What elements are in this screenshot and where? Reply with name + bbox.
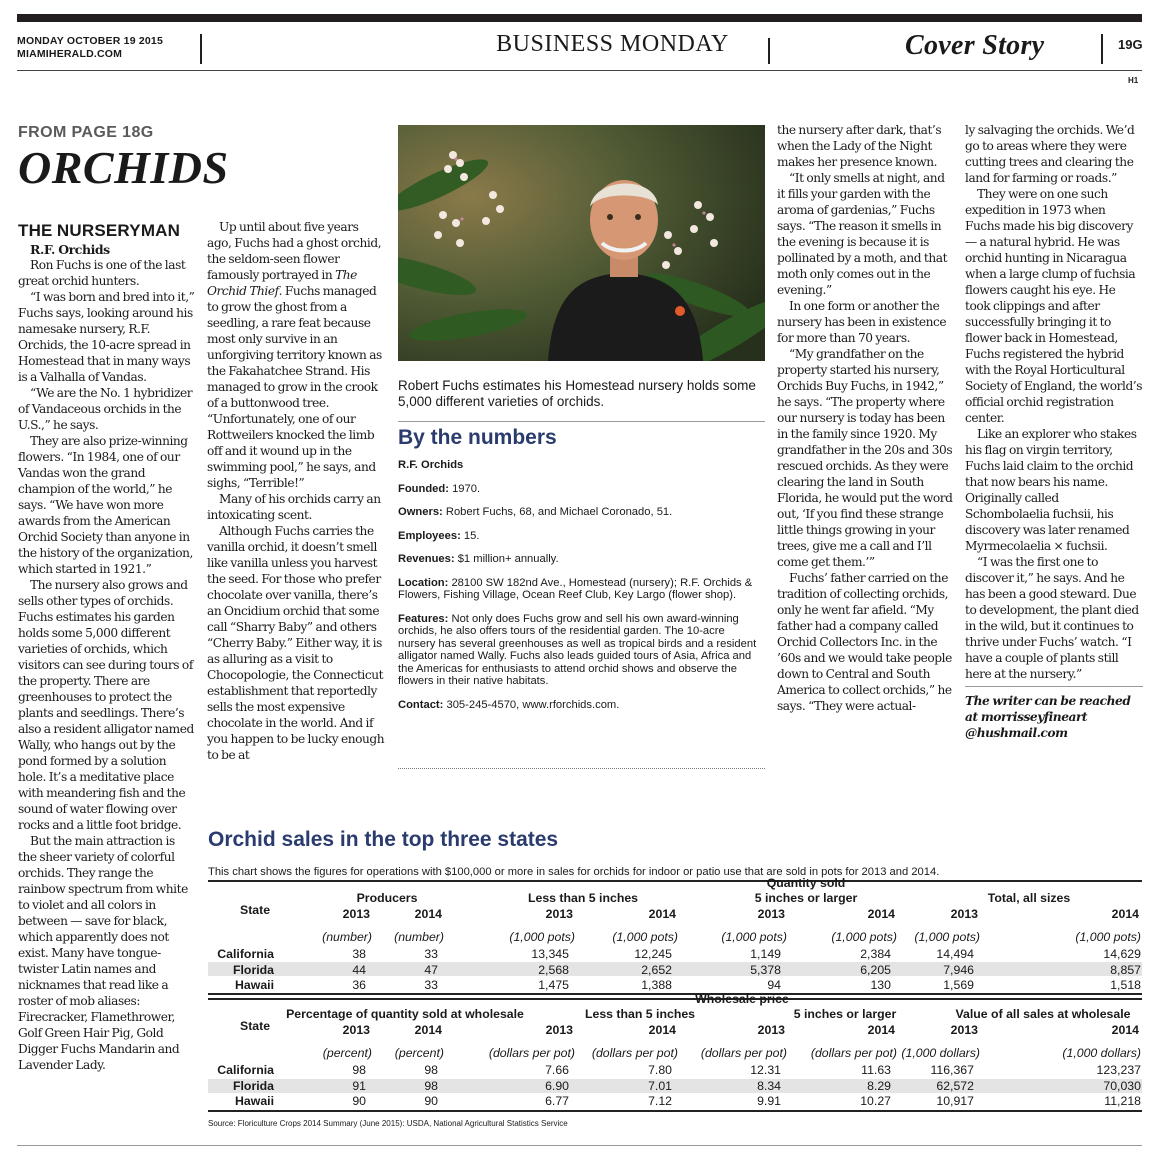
table-year-header: 2014	[414, 907, 442, 921]
table-cell: 2,652	[641, 962, 672, 977]
table-cell: 12.31	[750, 1063, 781, 1077]
table-state-cell: Florida	[233, 1078, 274, 1093]
fact-value: 1970.	[452, 482, 481, 495]
table-unit-label: (percent)	[322, 1046, 372, 1060]
text-run: . Fuchs managed to grow the ghost from a seedling, a rare feat because most only survive in an unforgiving territory known as the Fakahatchee Strand. His managed to grow in the crook of a buttonwood tree. “Unfortunately, one of our Rottweilers knocked the limb off and it wound up in the swimming pool,” he says, and sighs, “Terrible!”	[207, 284, 382, 490]
business-name: R.F. Orchids	[398, 459, 464, 471]
table-cell: 70,030	[1103, 1078, 1141, 1093]
table-cell: 44	[352, 962, 366, 977]
table-unit-label: (1,000 pots)	[831, 930, 897, 944]
fact-value: 305-245-4570, www.rforchids.com.	[446, 698, 620, 711]
fact-label: Employees:	[398, 529, 461, 542]
table-cell: 7.12	[648, 1094, 672, 1108]
table-cell: 116,367	[930, 1063, 974, 1077]
table-group-header: Less than 5 inches	[584, 1007, 696, 1021]
table-cell: 2,568	[538, 962, 569, 977]
table-unit-label: (dollars per pot)	[488, 1046, 575, 1060]
table-description: This chart shows the figures for operations with $100,000 or more in sales for orchids for indoor or patio use that are sold in pots for 2013 and 2014.	[208, 866, 940, 878]
table-cell: 8.29	[867, 1078, 891, 1093]
table-title: Orchid sales in the top three states	[208, 828, 559, 851]
table-cell: 94	[767, 978, 781, 992]
table-cell: 6,205	[860, 962, 891, 977]
paragraph: Like an explorer who stakes his flag on virgin territory, Fuchs laid claim to the orchid that now bears his name. Originally called Schombolaelia fuchsii, his discovery was later renamed Myrmecolaelia × fuchsii.	[965, 427, 1137, 553]
table-state-cell: Hawaii	[235, 1094, 274, 1108]
table-cell: 98	[352, 1063, 366, 1077]
table-unit-label: (1,000 pots)	[509, 930, 575, 944]
table-unit-label: (percent)	[394, 1046, 444, 1060]
fact-label: Location:	[398, 576, 449, 589]
table-cell: 14,629	[1103, 947, 1141, 961]
table-year-header: 2013	[545, 1023, 573, 1037]
table-cell: 7.66	[545, 1063, 569, 1077]
photo-caption: Robert Fuchs estimates his Homestead nursery holds some 5,000 different varieties of orchids.	[398, 378, 756, 409]
paragraph: the nursery after dark, that’s when the Lady of the Night makes her presence known.	[777, 123, 942, 169]
table-cell: 98	[424, 1078, 438, 1093]
table-unit-label: (1,000 dollars)	[901, 1046, 980, 1060]
table-unit-label: (1,000 pots)	[721, 930, 787, 944]
table-cell: 12,245	[634, 947, 672, 961]
table-cell: 47	[424, 962, 438, 977]
paragraph: Ron Fuchs is one of the last great orchid hunters.	[18, 258, 186, 288]
table-group-header: Producers	[356, 891, 418, 905]
table-cell: 6.77	[545, 1094, 569, 1108]
table-cell: 8,857	[1110, 962, 1141, 977]
paragraph: Fuchs’ father carried on the tradition of collecting orchids, only he went far afield. “My father had a company called Orchid Collectors Inc. in the ’60s and we would take people down to Central and South America to collect orchids,” he says. “They were actual-	[777, 571, 952, 713]
page-number: 19G	[1118, 37, 1143, 52]
table-cell: 38	[352, 947, 366, 961]
fact-label: Revenues:	[398, 553, 455, 565]
book-title: The Orchid Thief	[207, 268, 357, 298]
table-state-cell: California	[217, 947, 274, 961]
table-cell: 36	[352, 978, 366, 992]
table-cell: 14,494	[936, 947, 974, 961]
paragraph: They are also prize-winning flowers. “In 1984, one of our Vandas won the grand champion of the world,” he says. “We have won more awards from the American Orchid Society than anyone in the history of the organization, which started in 1921.”	[18, 434, 193, 576]
table-cell: 123,237	[1096, 1063, 1141, 1077]
page-bottom-rule	[17, 1145, 1142, 1146]
table-cell: 33	[424, 947, 438, 961]
table-year-header: 2014	[1111, 907, 1139, 921]
table-cell: 98	[424, 1063, 438, 1077]
cover-story-label: Cover Story	[905, 30, 1045, 61]
table-cell: 2,384	[860, 947, 891, 961]
fact-value: Robert Fuchs, 68, and Michael Coronado, 51.	[445, 506, 673, 518]
table-cell: 1,149	[750, 947, 781, 961]
fact-value: Not only does Fuchs grow and sell his own award-winning orchids, he also offers tours of the residential garden. The 10-acre nursery has several greenhouses as well as tropical birds and a resident alligator named Wally. Fuchs also leads guided tours of Asia, Africa and the Americas for enthusiasts to attend orchid shows and observe the flowers in their native habitats.	[398, 612, 757, 687]
table-year-header: 2013	[950, 907, 978, 921]
table-year-header: 2014	[867, 1023, 895, 1037]
paragraph: ly salvaging the orchids. We’d go to areas where they were cutting trees and clearing the land for farming or roads.”	[965, 123, 1135, 185]
table-group-header: Percentage of quantity sold at wholesale	[286, 1007, 524, 1021]
table-year-header: 2014	[648, 907, 676, 921]
section-title: BUSINESS MONDAY	[496, 31, 729, 57]
fact-label: Owners:	[398, 506, 443, 518]
table-cell: 11,218	[1104, 1094, 1141, 1108]
table-cell: 5,378	[750, 962, 781, 977]
table-cell: 90	[424, 1094, 438, 1108]
fact-value: $1 million+ annually.	[457, 553, 559, 565]
table-cell: 1,388	[641, 978, 672, 992]
subsubhead: R.F. Orchids	[30, 242, 110, 257]
table-year-header: 2014	[1111, 1023, 1139, 1037]
table-unit-label: (1,000 dollars)	[1062, 1046, 1141, 1060]
table-cell: 9.91	[757, 1094, 781, 1108]
table-cell: 1,518	[1110, 978, 1141, 992]
table-unit-label: (1,000 pots)	[914, 930, 980, 944]
table-source: Source: Floriculture Crops 2014 Summary (June 2015): USDA, National Agricultural Statistics Service	[208, 1119, 568, 1128]
table-cell: 6.90	[545, 1078, 569, 1093]
text-run: Up until about five years ago, Fuchs had a ghost orchid, the seldom-seen flower famously portrayed in	[207, 220, 382, 282]
table-group-header: 5 inches or larger	[754, 891, 858, 905]
table-cell: 130	[870, 978, 891, 992]
paragraph: “I was born and bred into it,” Fuchs says, looking around his namesake nursery, R.F. Orchids, the 10-acre spread in Homestead that in many ways is a Valhalla of Vandas.	[18, 290, 195, 384]
table-cell: 11.63	[861, 1063, 891, 1077]
table-group-top-label: Wholesale price	[695, 992, 789, 1006]
table-state-cell: California	[217, 1063, 274, 1077]
paragraph: In one form or another the nursery has been in existence for more than 70 years.	[777, 299, 947, 345]
table-year-header: 2014	[867, 907, 895, 921]
edition-code: H1	[1128, 76, 1139, 85]
table-cell: 1,569	[943, 978, 974, 992]
table-group-header: Less than 5 inches	[527, 891, 639, 905]
paragraph: “My grandfather on the property started his nursery, Orchids Buy Fuchs, in 1942,” he says. “The property where our nursery is today has been in the family since 1920. My grandfather in the 20s and 30s rescued orchids. As they were clearing the land in South Florida, he would put the word out, ‘If you find these strange little things growing in your trees, give me a call and I’ll come get them.’”	[777, 347, 953, 569]
table-cell: 13,345	[531, 947, 569, 961]
fact-value: 15.	[463, 529, 480, 542]
table-state-cell: Florida	[233, 962, 274, 977]
table-unit-label: (number)	[394, 930, 444, 944]
issue-date: MONDAY OCTOBER 19 2015	[17, 35, 164, 47]
table-unit-label: (dollars per pot)	[700, 1046, 787, 1060]
table-unit-label: (1,000 pots)	[612, 930, 678, 944]
table-cell: 7,946	[943, 962, 974, 977]
table-group-header: Total, all sizes	[987, 891, 1071, 905]
table-cell: 62,572	[936, 1078, 974, 1093]
table-cell: 10.27	[860, 1094, 891, 1108]
table-unit-label: (number)	[322, 930, 372, 944]
author-contact: The writer can be reached at morrisseyfineart @hushmail.com	[965, 686, 1143, 741]
table-unit-label: (dollars per pot)	[810, 1046, 897, 1060]
paragraph: The nursery also grows and sells other types of orchids. Fuchs estimates his garden holds some 5,000 different varieties of orchids, which visitors can see during tours of the property. There are greenhouses to protect the plants and seedlings. There’s also a resident alligator named Wally, who hangs out by the pond formed by a solution hole. It’s a meditative place with meandering fish and the sound of water flowing over rocks and a little foot bridge.	[18, 578, 194, 832]
table-year-header: 2014	[648, 1023, 676, 1037]
paragraph: Although Fuchs carries the vanilla orchid, it doesn’t smell like vanilla unless you harvest the seed. For those who prefer chocolate over vanilla, there’s an Oncidium orchid that some call “Sharry Baby” and others “Cherry Baby.” Either way, it is as alluring as a visit to Chocopologie, the Connecticut establishment that reportedly sells the most expensive chocolate in the world. And if you happen to be lucky enough to be at	[207, 524, 385, 762]
table-cell: 90	[352, 1094, 366, 1108]
table-year-header: 2013	[342, 1023, 370, 1037]
facts-title: By the numbers	[398, 426, 557, 449]
table-year-header: 2013	[757, 907, 785, 921]
paragraph: “I was the first one to discover it,” he says. And he has been a good steward. Due to development, the plant died in the wild, but it continues to thrive under Fuchs’ watch. “I have a couple of plants still here at the nursery.”	[965, 555, 1139, 681]
table-group-header: Value of all sales at wholesale	[955, 1007, 1131, 1021]
fact-label: Features:	[398, 612, 449, 625]
table-cell: 8.34	[757, 1078, 781, 1093]
fact-label: Contact:	[398, 698, 444, 711]
table-year-header: 2014	[414, 1023, 442, 1037]
paragraph: But the main attraction is the sheer variety of colorful orchids. They range the rainbow spectrum from white to violet and all colors in between — save for black, which apparently does not exist. Many have tongue-twister Latin names and nicknames that read like a roster of mob aliases: Firecracker, Flamethrower, Golf Green Hair Pig, Gold Digger Fuchs Mandarin and Lavender Lady.	[18, 834, 188, 1072]
headline: ORCHIDS	[18, 142, 229, 193]
subhead: THE NURSERYMAN	[18, 221, 181, 240]
table-cell: 1,475	[538, 978, 569, 992]
table-cell: 7.01	[648, 1078, 672, 1093]
table-unit-label: (1,000 pots)	[1075, 930, 1141, 944]
table-year-header: 2013	[342, 907, 370, 921]
fact-label: Founded:	[398, 482, 449, 495]
table-state-header: State	[240, 903, 271, 917]
paragraph: “We are the No. 1 hybridizer of Vandaceous orchids in the U.S.,” he says.	[18, 386, 193, 432]
table-state-cell: Hawaii	[235, 978, 274, 992]
paragraph: Many of his orchids carry an intoxicating scent.	[207, 492, 381, 522]
table-cell: 7.80	[648, 1063, 672, 1077]
table-cell: 10,917	[936, 1094, 974, 1108]
table-group-header: 5 inches or larger	[793, 1007, 897, 1021]
jump-line: FROM PAGE 18G	[18, 124, 154, 141]
table-cell: 91	[352, 1078, 366, 1093]
table-state-header: State	[240, 1019, 271, 1033]
paragraph: They were on one such expedition in 1973 when Fuchs made his big discovery — a natural hybrid. He was orchid hunting in Nicaragua when a large clump of fuchsia flowers caught his eye. He took clippings and after successfully bringing it to flower back in Homestead, Fuchs registered the hybrid with the Royal Horticultural Society of England, the world’s official orchid registration center.	[965, 187, 1143, 425]
table-year-header: 2013	[757, 1023, 785, 1037]
paragraph: “It only smells at night, and it fills your garden with the aroma of gardenias,” Fuchs says. “The reason it smells in the evening is because it is pollinated by a moth, and that moth only comes out in the evening.”	[777, 171, 948, 297]
site-url[interactable]: MIAMIHERALD.COM	[17, 48, 123, 60]
fact-value: 28100 SW 182nd Ave., Homestead (nursery); R.F. Orchids & Flowers, Fishing Village, Ocean Reef Club, Key Largo (flower shop).	[398, 576, 753, 601]
table-cell: 33	[424, 978, 438, 992]
table-year-header: 2013	[950, 1023, 978, 1037]
table-group-top-label: Quantity sold	[766, 876, 846, 890]
table-year-header: 2013	[545, 907, 573, 921]
table-unit-label: (dollars per pot)	[591, 1046, 678, 1060]
